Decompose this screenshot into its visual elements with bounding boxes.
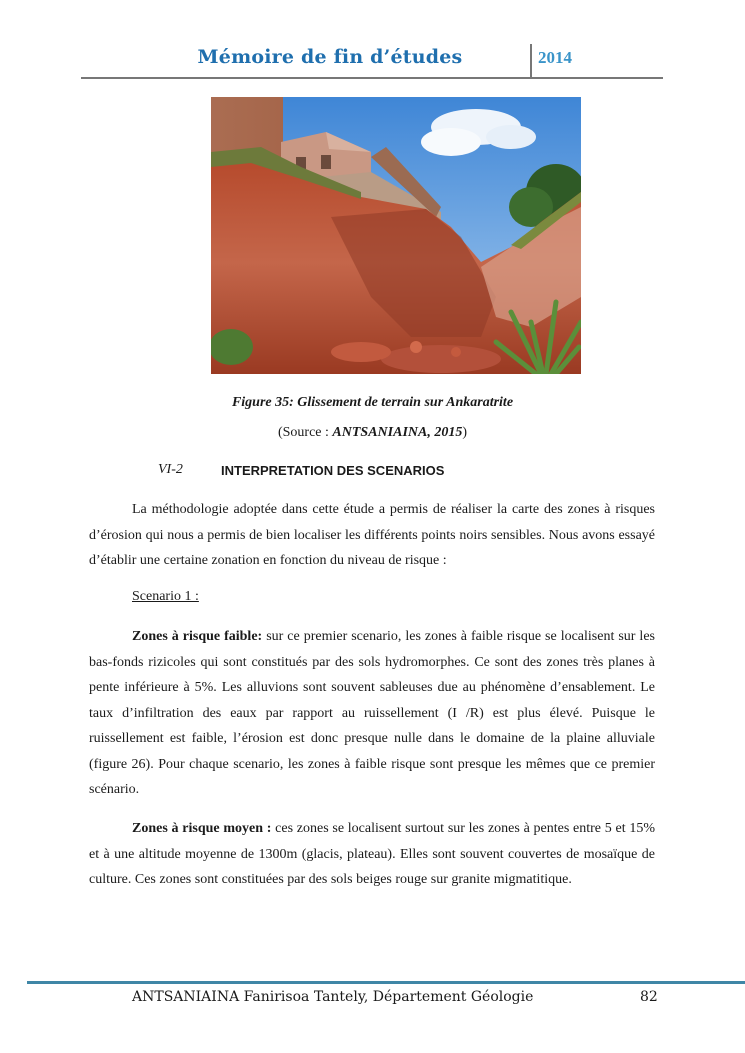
- footer-author: ANTSANIAINA Fanirisoa Tantely, Département Géologie: [132, 989, 534, 1005]
- page-number: 82: [640, 989, 658, 1005]
- scenario-heading: Scenario 1 :: [132, 589, 199, 604]
- figure-source-author: ANTSANIAINA, 2015: [332, 425, 463, 440]
- header-title: Mémoire de fin d’études: [197, 46, 463, 68]
- figure-source-suffix: ): [462, 425, 468, 440]
- figure-source-prefix: (Source :: [277, 425, 333, 440]
- faible-paragraph: [89, 624, 655, 803]
- figure-caption: Figure 35: Glissement de terrain sur Ankaratrite: [231, 395, 514, 410]
- faible-label: Zones à risque faible:: [132, 629, 263, 644]
- header-rule: [81, 77, 663, 79]
- section-number: VI-2: [158, 462, 183, 477]
- header-year: 2014: [538, 48, 572, 67]
- landslide-photo: [211, 97, 581, 374]
- figure-source: [0, 425, 745, 441]
- moyen-label: Zones à risque moyen :: [132, 821, 272, 836]
- intro-text: La méthodologie adoptée dans cette étude a permis de réaliser la carte des zones à risques d’érosion qui nous a permis de bien localiser les différents points noirs sensibles. Nous avons essayé d’établir une certaine zonation en fonction du niveau de risque :: [89, 502, 655, 568]
- moyen-paragraph: [89, 816, 655, 893]
- moyen-text: ces zones se localisent surtout sur les zones à pentes entre 5 et 15% et à une altitude moyenne de 1300m (glacis, plateau). Elles sont souvent couvertes de mosaïque de culture. Ces zones sont constituées par des sols beiges rouge sur granite migmatitique.: [89, 821, 656, 887]
- faible-text: sur ce premier scenario, les zones à faible risque se localisent sur les bas-fonds rizicoles qui sont constitués par des sols hydromorphes. Ce sont des zones très planes à pente inférieure à 5%. Les alluvions sont souvent sableuses due au phénomène d’ensablement. Le taux d’infiltration des eaux par rapport au ruissellement (I /R) est plus élevé. Puisque le ruissellement est faible, l’érosion est donc presque nulle dans le domaine de la plaine alluviale (figure 26). Pour chaque scenario, les zones à faible risque sont presque les mêmes que ce premier scénario.: [89, 629, 655, 797]
- intro-paragraph: [89, 497, 655, 574]
- section-title: INTERPRETATION DES SCENARIOS: [221, 463, 445, 478]
- header-separator: [530, 44, 532, 78]
- footer-rule: [27, 981, 745, 984]
